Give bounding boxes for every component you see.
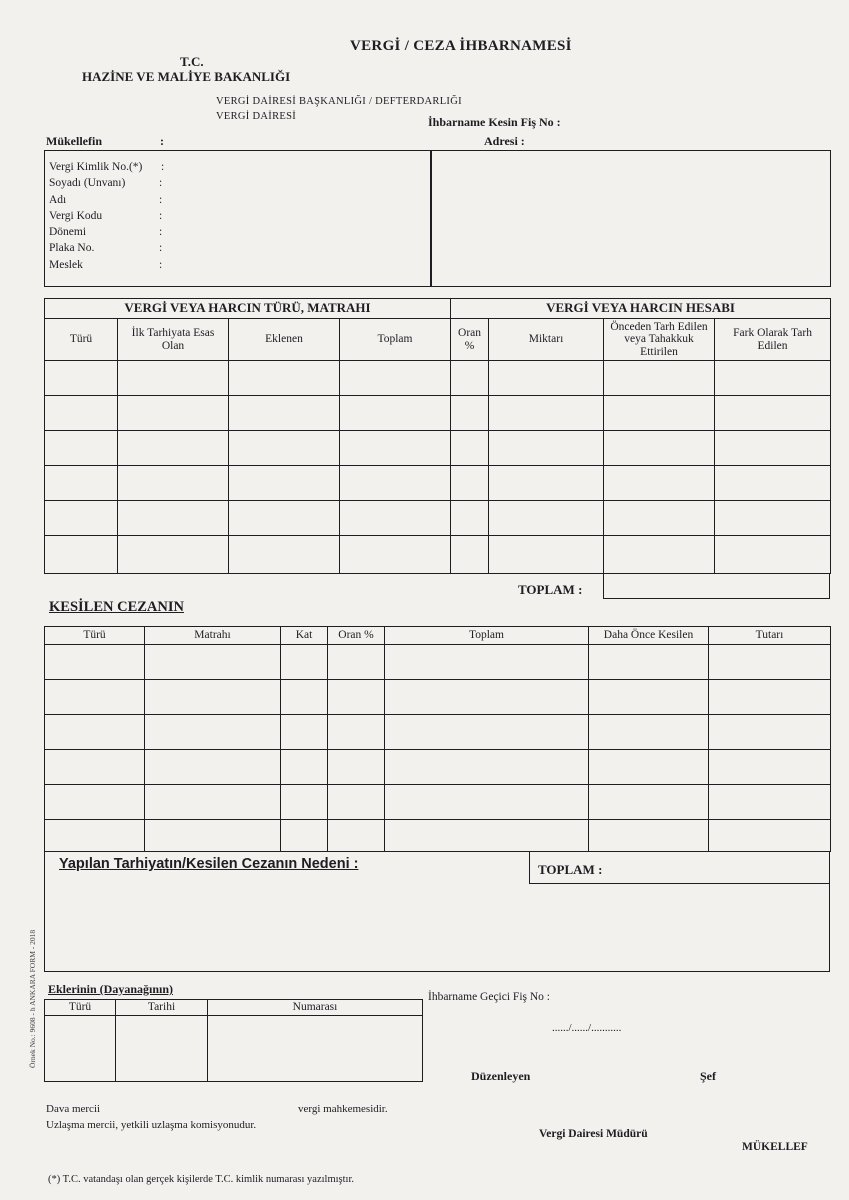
field-label: Adı [49,193,67,206]
table-row [45,680,831,715]
tax-total-label: TOPLAM : [518,582,583,597]
col-type: Türü [45,627,145,645]
field-colon: : [161,161,165,173]
col-total: Toplam [340,319,451,361]
court-value: vergi mahkemesidir. [298,1103,388,1115]
field-colon: : [159,193,163,206]
address-box [431,150,831,287]
field-label: Vergi Kodu [49,209,103,222]
table-row [45,820,831,852]
tax-type-base-heading: VERGİ VEYA HARCIN TÜRÜ, MATRAHI [45,299,451,319]
field-surname [49,175,419,191]
taxpayer-fields [49,159,419,273]
col-previously-imposed: Daha Önce Kesilen [589,627,709,645]
table-row [45,715,831,750]
document-title: VERGİ / CEZA İHBARNAMESİ [350,38,572,54]
ministry-heading: HAZİNE VE MALİYE BAKANLIĞI [82,69,291,84]
penalty-table [44,626,831,852]
field-plate-no [49,240,419,256]
field-colon: : [159,258,163,271]
director-label: Vergi Dairesi Müdürü [539,1128,648,1140]
col-amount: Miktarı [489,319,604,361]
table-row [45,431,831,466]
field-colon: : [159,177,163,190]
table-row [45,361,831,396]
penalty-section-title: KESİLEN CEZANIN [49,599,184,615]
col-difference-assessed: Fark Olarak Tarh Edilen [715,319,831,361]
col-amount: Tutarı [709,627,831,645]
chief-label: Şef [700,1069,716,1083]
col-rate: Oran % [328,627,385,645]
col-number: Numarası [208,1000,423,1016]
table-row [45,750,831,785]
col-type: Türü [45,1000,116,1016]
field-label: Meslek [49,258,83,271]
date-placeholder: ....../....../........... [552,1022,622,1034]
table-row [45,785,831,820]
field-period [49,224,419,240]
tax-calculation-heading: VERGİ VEYA HARCIN HESABI [451,299,831,319]
field-label: Soyadı (Unvanı) [49,177,126,190]
field-profession [49,257,419,273]
dept-presidency: VERGİ DAİRESİ BAŞKANLIĞI / DEFTERDARLIĞI [216,96,462,107]
field-tax-id [49,159,419,175]
table-row [45,1016,423,1082]
table-row [45,536,831,574]
taxpayer-colon: : [160,134,164,148]
col-date: Tarihi [116,1000,208,1016]
col-previously-assessed: Önceden Tarh Edilen veya Tahakkuk Ettirilen [604,319,715,361]
settlement-note: Uzlaşma mercii, yetkili uzlaşma komisyonudur. [46,1119,257,1131]
field-tax-code [49,208,419,224]
table-row [45,396,831,431]
form-code: Örnek No.: 9608 - h ANKARA FORM - 2018 [28,929,37,1068]
prepared-by-label: Düzenleyen [471,1069,531,1083]
address-label: Adresi : [484,134,525,148]
final-slip-no-label: İhbarname Kesin Fiş No : [428,115,561,129]
field-label: Vergi Kimlik No.(*) [49,161,143,173]
table-row [45,466,831,501]
taxpayer-label: Mükellefin [46,134,102,148]
penalty-total-label: TOPLAM : [538,862,603,877]
attachments-table [44,999,423,1082]
col-type: Türü [45,319,118,361]
col-base: Matrahı [145,627,281,645]
tax-total-box [603,573,830,599]
field-label: Dönemi [49,226,87,239]
field-label: Plaka No. [49,242,95,255]
table-row [45,501,831,536]
col-total: Toplam [385,627,589,645]
col-multiple: Kat [281,627,328,645]
taxpayer-signature-label: MÜKELLEF [742,1141,808,1153]
reason-title: Yapılan Tarhiyatın/Kesilen Cezanın Nedeni : [59,856,359,872]
attachments-title: Eklerinin (Dayanağının) [48,982,174,996]
field-colon: : [159,226,163,239]
field-name [49,192,419,208]
field-colon: : [159,209,163,222]
penalty-total-cell [529,852,829,884]
court-label: Dava mercii [46,1103,101,1115]
tax-calculation-table [44,298,831,574]
tax-office-label: VERGİ DAİRESİ [216,111,297,122]
tc-heading: T.C. [180,54,204,69]
temp-slip-label: İhbarname Geçici Fiş No : [428,991,550,1003]
col-rate: Oran % [451,319,489,361]
table-row [45,645,831,680]
col-added: Eklenen [229,319,340,361]
taxpayer-info-box [44,150,431,287]
col-initial-base: İlk Tarhiyata Esas Olan [118,319,229,361]
tc-id-footnote: (*) T.C. vatandaşı olan gerçek kişilerde T.C. kimlik numarası yazılmıştır. [48,1174,354,1185]
field-colon: : [159,242,163,255]
